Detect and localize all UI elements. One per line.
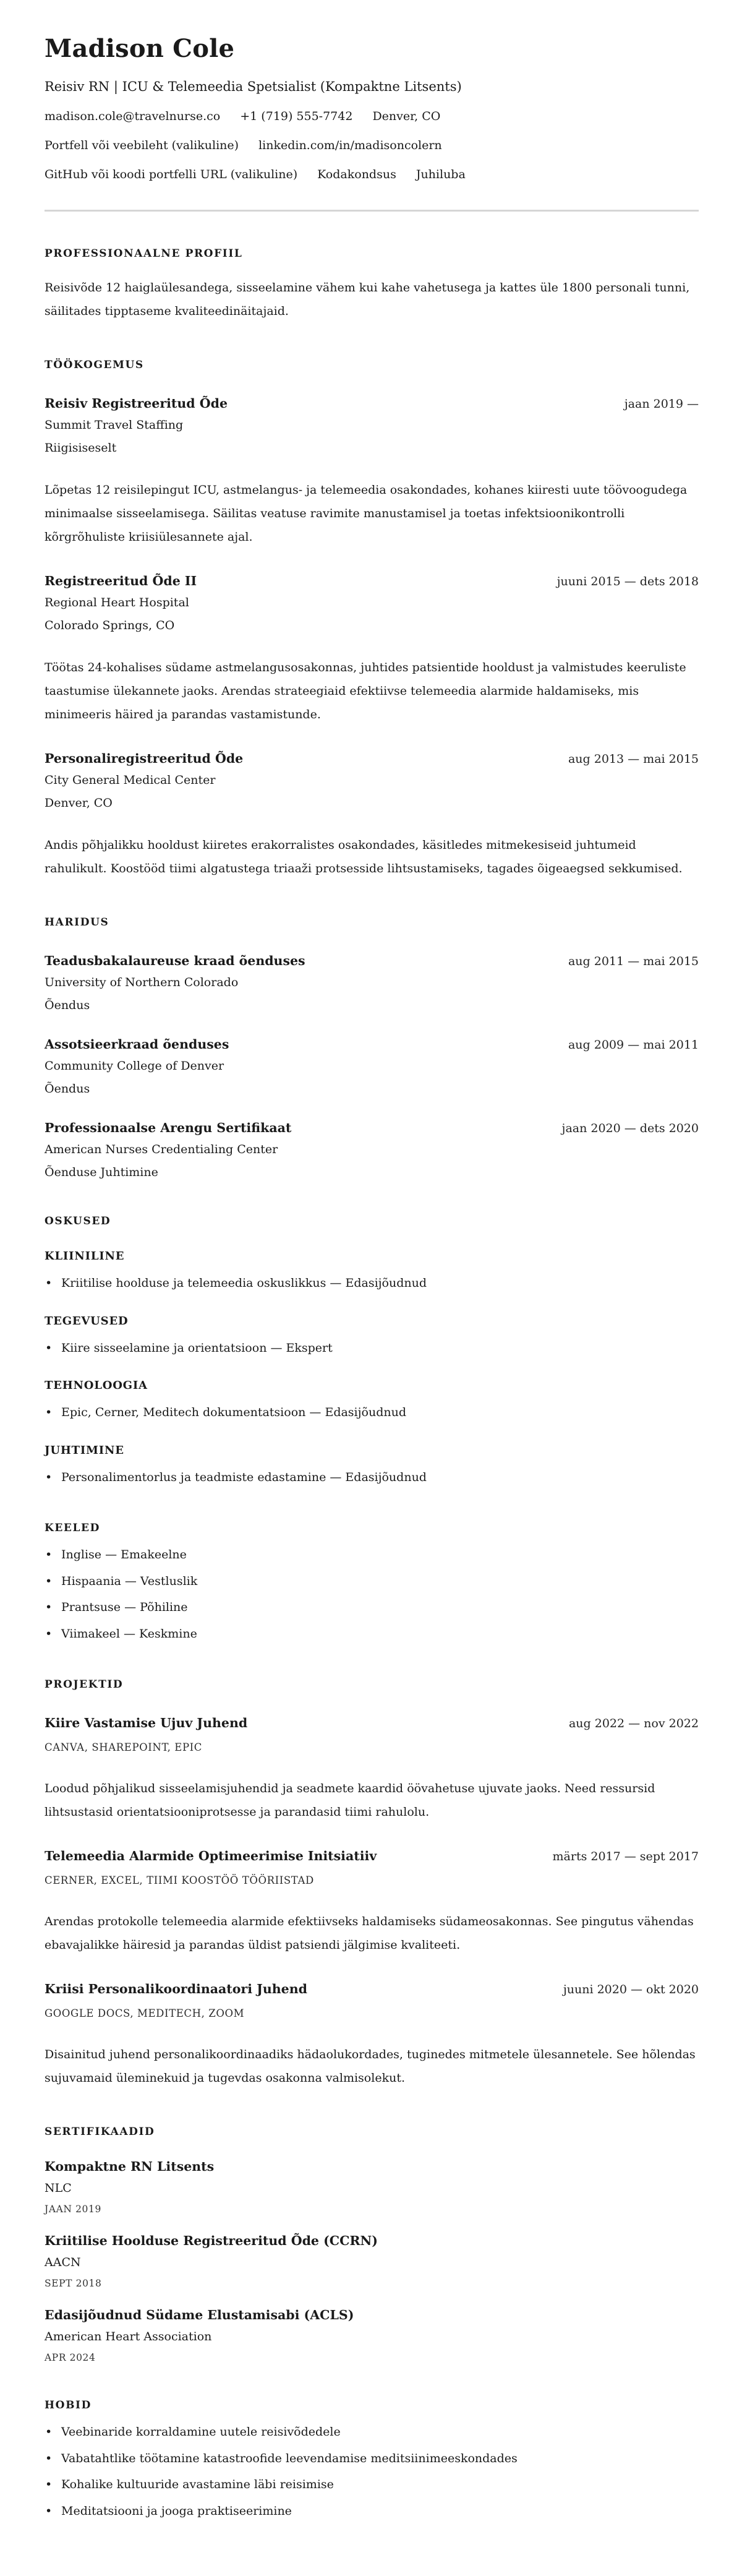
skill-item: • Personalimentorlus ja teadmiste edastamine — Edasijõudnud (45, 1469, 699, 1487)
skill-list (45, 1404, 699, 1422)
portfolio-text: Portfell või veebileht (valikuline) (45, 139, 239, 152)
project-title: Telemeedia Alarmide Optimeerimise Initsiatiiv (45, 1848, 377, 1864)
section-heading-hobbies: HOBID (45, 2399, 92, 2412)
section-heading-certifications: SERTIFIKAADID (45, 2126, 155, 2139)
project-dates: aug 2022 — nov 2022 (568, 1717, 699, 1731)
education-title: Teadusbakalaureuse kraad õenduses (45, 953, 305, 968)
education-dates: aug 2009 — mai 2011 (568, 1038, 699, 1052)
skill-group-name: TEHNOLOOGIA (45, 1379, 148, 1393)
hobby-list (45, 2424, 699, 2520)
job-company: Summit Travel Staffing (45, 418, 184, 432)
candidate-headline: Reisiv RN | ICU & Telemeedia Spetsialist (Kompaktne Litsents) (45, 79, 462, 94)
section-heading-projects: PROJEKTID (45, 1678, 124, 1691)
skill-group-name: JUHTIMINE (45, 1443, 124, 1457)
project-title: Kiire Vastamise Ujuv Juhend (45, 1715, 248, 1731)
education-field: Õendus (45, 1082, 90, 1096)
section-heading-skills: OSKUSED (45, 1215, 111, 1227)
language-item: • Hispaania — Vestluslik (45, 1573, 699, 1591)
certification-org: NLC (45, 2181, 72, 2196)
contact-row-2 (45, 139, 699, 152)
job-entry (45, 573, 699, 726)
profile-summary: Reisivõde 12 haiglaülesandega, sisseelamine vähem kui kahe vahetusega ja kattes üle 1800 personali tunni, säilitades tipptaseme kvaliteedinäitajaid. (45, 281, 690, 318)
job-description: Töötas 24-kohalises südame astmelangusosakonnas, juhtides patsientide hooldust ja valmistudes keeruliste taastumise ülekannete jaoks. Arendas strateegiaid efektiivse telemeedia alarmide haldamiseks, mis minimeeris häired ja parandas vastamistunde. (45, 661, 686, 721)
job-dates: jaan 2019 — (624, 397, 699, 411)
education-dates: aug 2011 — mai 2015 (568, 955, 699, 968)
hobby-item: • Kohalike kultuuride avastamine läbi reisimise (45, 2476, 699, 2494)
job-title: Registreeritud Õde II (45, 573, 197, 588)
education-school: Community College of Denver (45, 1059, 224, 1073)
skill-list (45, 1469, 699, 1487)
project-entry (45, 1981, 699, 2090)
skill-item: • Epic, Cerner, Meditech dokumentatsioon — Edasijõudnud (45, 1404, 699, 1422)
certification-date: APR 2024 (45, 2352, 96, 2364)
education-title: Professionaalse Arengu Sertifikaat (45, 1120, 292, 1135)
section-heading-education: HARIDUS (45, 916, 109, 929)
project-tech: CERNER, EXCEL, TIIMI KOOSTÖÖ TÖÖRIISTAD (45, 1874, 314, 1887)
job-description: Andis põhjalikku hooldust kiiretes erakorralistes osakondades, käsitledes mitmekesiseid juhtumeid rahulikult. Koostööd tiimi algatustega triaaži protsesside lihtsustamiseks, tagades õigeaegsed sekkumised. (45, 838, 683, 875)
education-field: Õenduse Juhtimine (45, 1166, 158, 1179)
language-item: • Prantsuse — Põhiline (45, 1599, 699, 1616)
education-field: Õendus (45, 998, 90, 1012)
hobby-item: • Vabatahtlike töötamine katastroofide leevendamise meditsiinimeeskondades (45, 2450, 699, 2468)
project-description: Disainitud juhend personalikoordinaadiks hädaolukordades, tuginedes mitmetele ülesannetele. See hõlendas sujuvamaid üleminekuid ja tugevdas osakonna valmisolekut. (45, 2048, 696, 2085)
education-school: American Nurses Credentialing Center (45, 1143, 278, 1156)
job-entry (45, 751, 699, 880)
certification-title: Kompaktne RN Litsents (45, 2159, 215, 2175)
job-dates: juuni 2015 — dets 2018 (556, 575, 699, 588)
education-dates: jaan 2020 — dets 2020 (561, 1122, 699, 1135)
job-company: Regional Heart Hospital (45, 596, 189, 609)
skill-item: • Kiire sisseelamine ja orientatsioon — Ekspert (45, 1340, 699, 1357)
hobby-item: • Veebinaride korraldamine uutele reisivõdedele (45, 2424, 699, 2441)
skill-group-name: KLIINILINE (45, 1250, 125, 1263)
project-entry (45, 1715, 699, 1824)
job-dates: aug 2013 — mai 2015 (568, 752, 699, 766)
certification-org: AACN (45, 2256, 81, 2270)
skill-group-name: TEGEVUSED (45, 1314, 129, 1328)
job-title: Personaliregistreeritud Õde (45, 751, 244, 766)
skill-item: • Kriitilise hoolduse ja telemeedia oskuslikkus — Edasijõudnud (45, 1275, 699, 1292)
language-list (45, 1547, 699, 1642)
citizenship-text: Kodakondsus (317, 168, 396, 181)
project-tech: GOOGLE DOCS, MEDITECH, ZOOM (45, 2007, 245, 2020)
project-dates: juuni 2020 — okt 2020 (563, 1983, 699, 1997)
contact-row-3 (45, 168, 699, 181)
education-title: Assotsieerkraad õenduses (45, 1037, 229, 1052)
skill-list (45, 1340, 699, 1357)
language-item: • Inglise — Emakeelne (45, 1547, 699, 1564)
project-dates: märts 2017 — sept 2017 (552, 1850, 699, 1864)
github-text: GitHub või koodi portfelli URL (valikuline) (45, 168, 298, 181)
section-heading-languages: KEELED (45, 1522, 100, 1535)
job-entry (45, 396, 699, 549)
candidate-name: Madison Cole (45, 34, 235, 63)
section-heading-experience: TÖÖKOGEMUS (45, 359, 144, 371)
education-entry (45, 1120, 699, 1179)
location-text: Denver, CO (372, 109, 441, 123)
certification-org: American Heart Association (45, 2330, 212, 2344)
project-entry (45, 1848, 699, 1957)
job-description: Lõpetas 12 reisilepingut ICU, astmelangus- ja telemeedia osakondades, kohanes kiiresti uute töövoogudega minimaalse sisseelamisega. Säilitas veatuse ravimite manustamisel ja toetas infektsioonikontrolli kõrgrõhuliste kriisiülesannete ajal. (45, 483, 688, 544)
email-text: madison.cole@travelnurse.co (45, 109, 221, 123)
certification-entry (45, 2159, 699, 2215)
language-item: • Viimakeel — Keskmine (45, 1626, 699, 1643)
license-text: Juhiluba (416, 168, 466, 181)
certification-date: JAAN 2019 (45, 2204, 101, 2215)
education-entry (45, 953, 699, 1012)
project-description: Loodud põhjalikud sisseelamisjuhendid ja seadmete kaardid öövahetuse ujuvate jaoks. Need ressursid lihtsustasid orientatsiooniprotsesse ja parandasid tiimi rahulolu. (45, 1782, 655, 1819)
project-description: Arendas protokolle telemeedia alarmide efektiivseks haldamiseks südameosakonnas. See pingutus vähendas ebavajalikke häiresid ja parandas üldist patsiendi jälgimise kvaliteeti. (45, 1915, 694, 1952)
job-title: Reisiv Registreeritud Õde (45, 396, 228, 411)
certification-date: SEPT 2018 (45, 2278, 102, 2290)
education-school: University of Northern Colorado (45, 976, 239, 989)
education-entry (45, 1037, 699, 1096)
hobby-item: • Meditatsiooni ja jooga praktiseerimine (45, 2503, 699, 2520)
contact-row-1 (45, 109, 699, 123)
linkedin-text: linkedin.com/in/madisoncolern (258, 139, 442, 152)
skill-list (45, 1275, 699, 1292)
certification-entry (45, 2233, 699, 2289)
project-tech: CANVA, SHAREPOINT, EPIC (45, 1741, 202, 1754)
job-location: Denver, CO (45, 796, 113, 810)
certification-entry (45, 2308, 699, 2363)
header-divider (45, 210, 699, 212)
job-location: Colorado Springs, CO (45, 619, 175, 632)
section-heading-profile: PROFESSIONAALNE PROFIIL (45, 247, 243, 260)
project-title: Kriisi Personalikoordinaatori Juhend (45, 1981, 307, 1997)
certification-title: Kriitilise Hoolduse Registreeritud Õde (CCRN) (45, 2233, 378, 2249)
job-company: City General Medical Center (45, 773, 216, 787)
phone-text: +1 (719) 555-7742 (240, 109, 353, 123)
job-location: Riigisiseselt (45, 441, 117, 455)
certification-title: Edasijõudnud Südame Elustamisabi (ACLS) (45, 2308, 354, 2323)
